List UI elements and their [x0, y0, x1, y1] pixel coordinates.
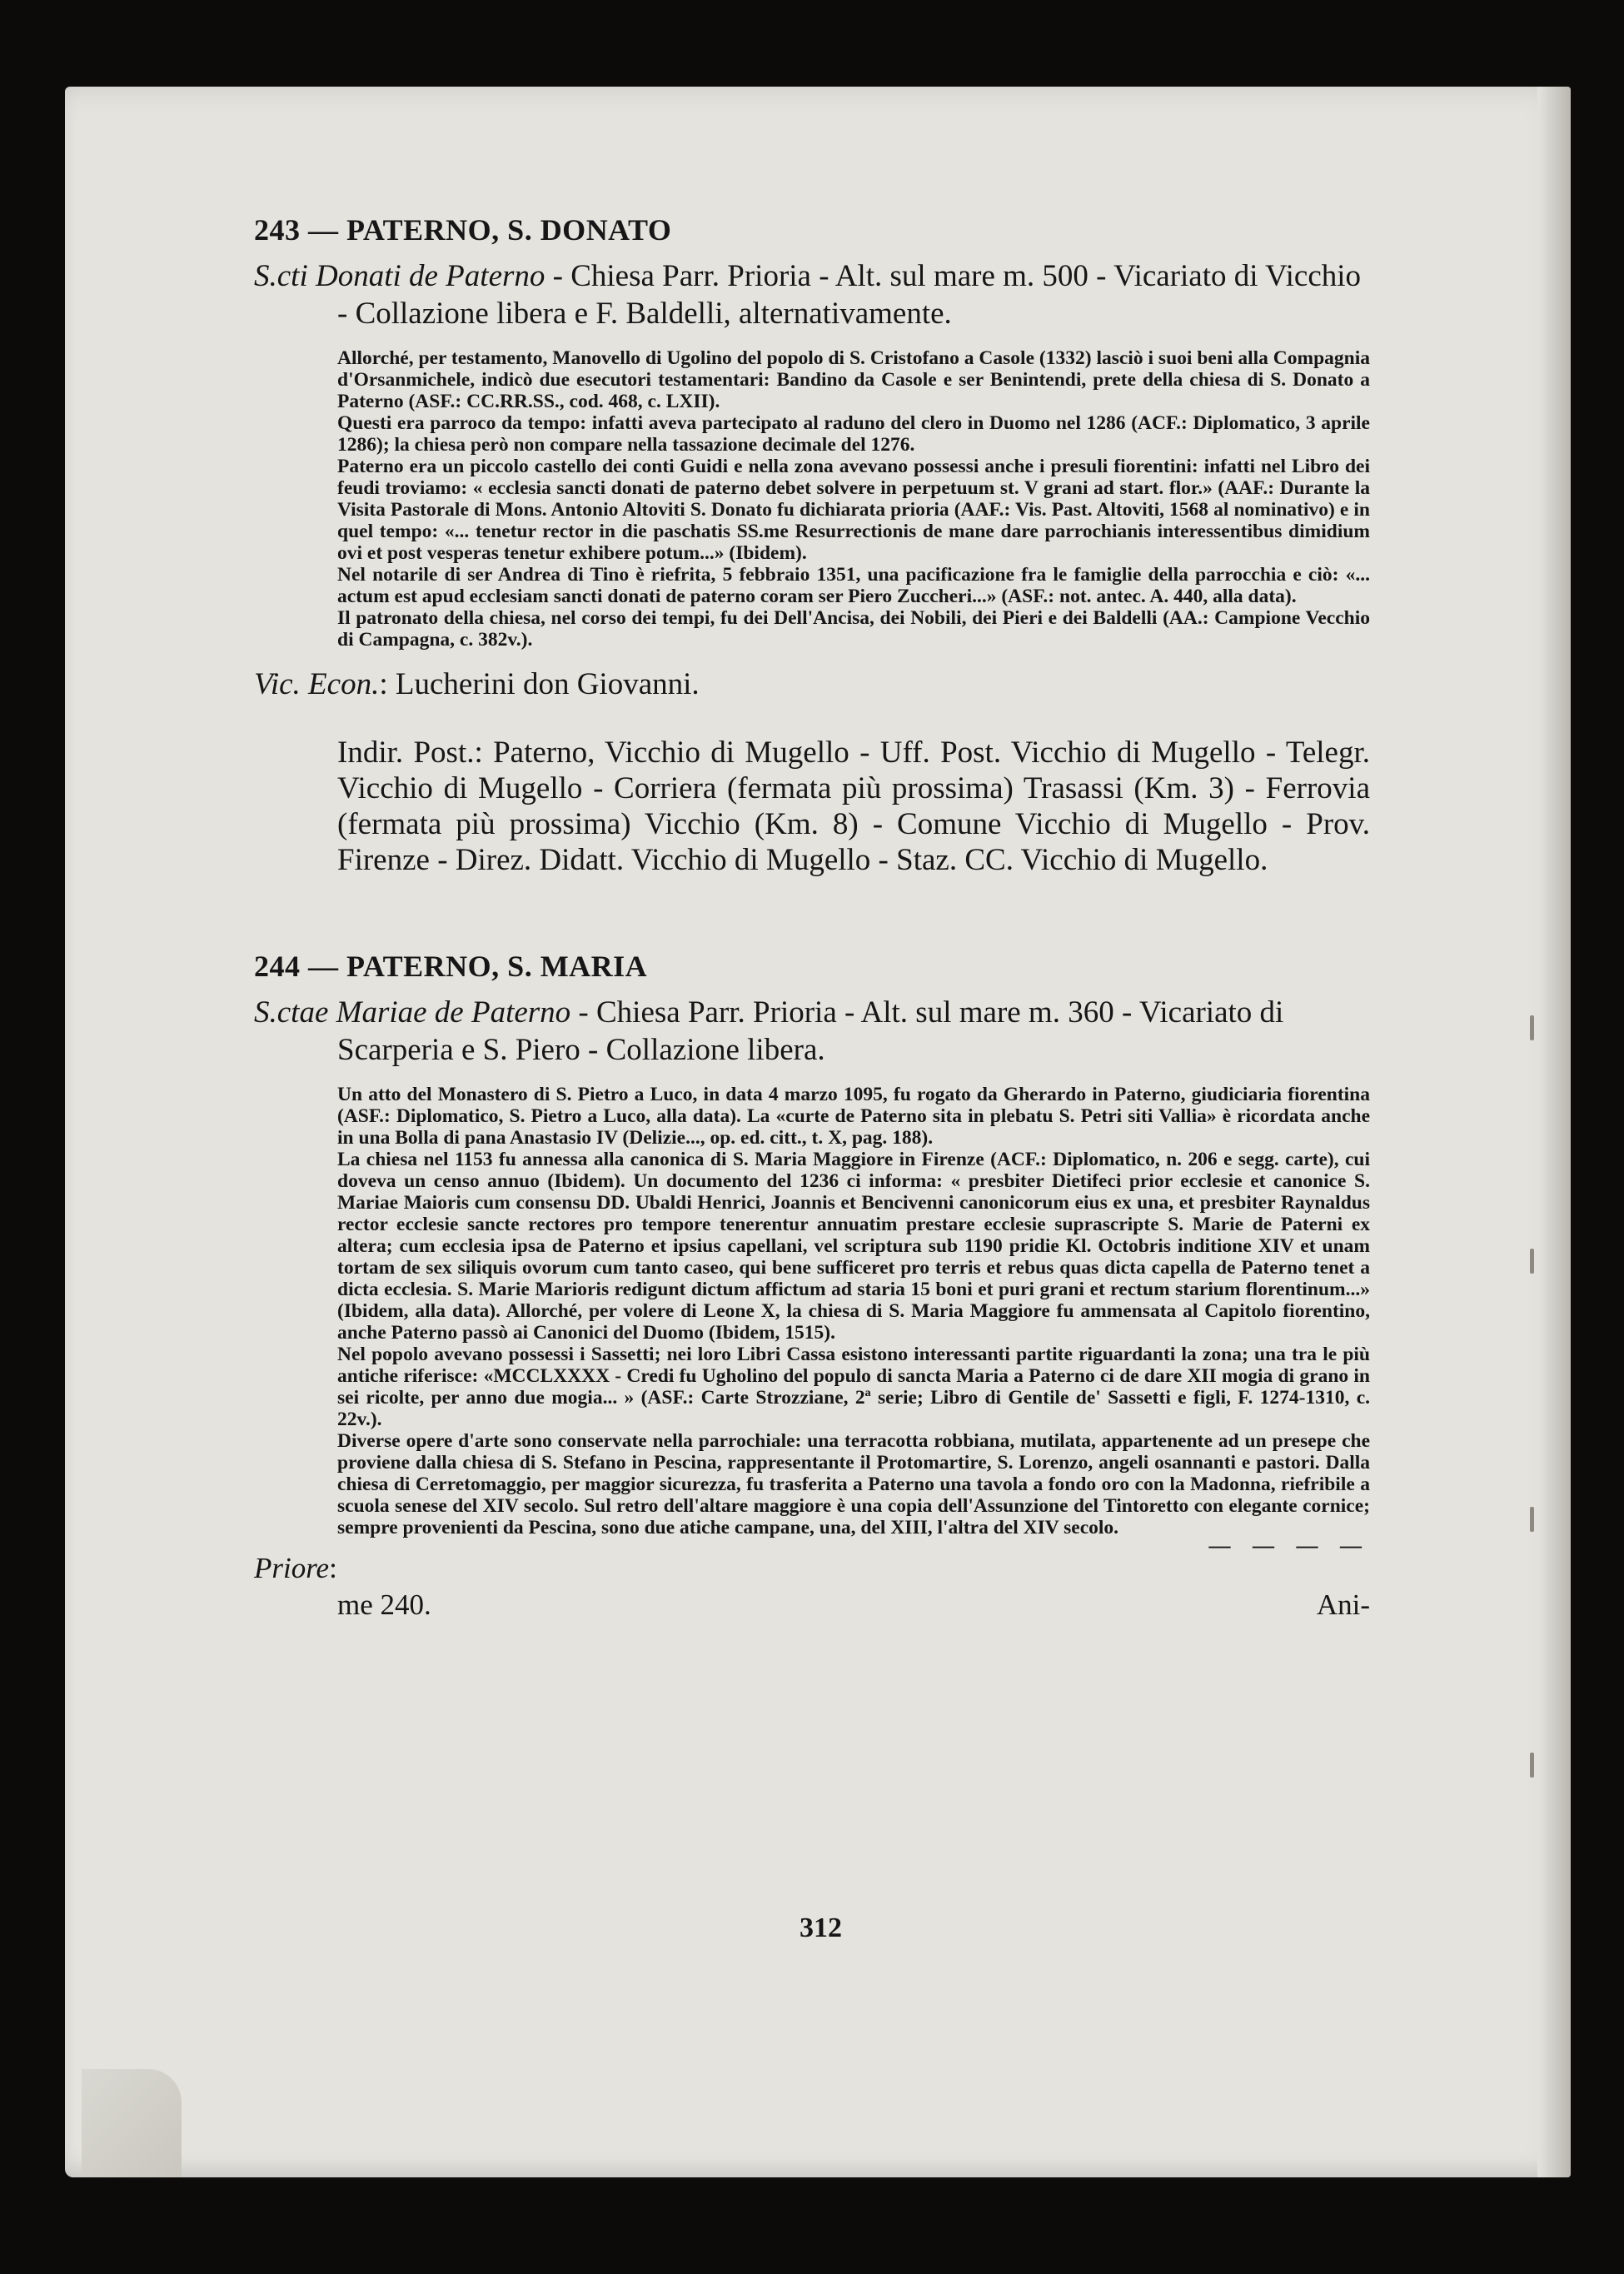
note-paragraph: Nel popolo avevano possessi i Sassetti; nei loro Libri Cassa esistono interessanti partite riguardanti la zona; una tra le più antiche riferisce: «MCCLXXXX - Credi fu Ugholino del populo di sancta Maria a Paterno ci de dare XII mogia di grano in sei ricolte, per anno due mogia... » (ASF.: Carte Strozziane, 2ª serie; Libro di Gentile de' Sassetti e figli, F. 1274-1310, c. 22v.).: [337, 1344, 1370, 1430]
binding-stitch: [1530, 1249, 1534, 1274]
binding-stitch: [1530, 1015, 1534, 1040]
continuation-right: Ani-: [1316, 1588, 1370, 1621]
historical-notes: [337, 347, 1370, 651]
note-paragraph: Un atto del Monastero di S. Pietro a Luco, in data 4 marzo 1095, fu rogato da Gherardo in Paterno, giudiciaria fiorentina (ASF.: Diplomatico, S. Pietro a Luco, alla data). La «curte de Paterno sita in plebatu S. Petri siti Vallia» è ricordata anche in una Bolla di pana Anastasio IV (Delizie..., op. ed. citt., t. X, pag. 188).: [337, 1084, 1370, 1149]
binding-stitch: [1530, 1507, 1534, 1532]
binding-stitch: [1530, 1753, 1534, 1778]
priore-line: Priore:: [254, 1552, 337, 1584]
postal-address: Indir. Post.: Paterno, Vicchio di Mugello - Uff. Post. Vicchio di Mugello - Telegr. Vicchio di Mugello - Corriera (fermata più prossima) Trasassi (Km. 3) - Ferrovia (fermata più prossima) Vicchio (Km. 8) - Comune Vicchio di Mugello - Prov. Firenze - Direz. Didatt. Vicchio di Mugello - Staz. CC. Vicchio di Mugello.: [337, 736, 1370, 877]
note-paragraph: Il patronato della chiesa, nel corso dei tempi, fu dei Dell'Ancisa, dei Nobili, dei Pieri e dei Baldelli (AA.: Campione Vecchio di Campagna, c. 382v.).: [337, 607, 1370, 651]
priore-label: Priore: [254, 1552, 330, 1584]
note-paragraph: Paterno era un piccolo castello dei conti Guidi e nella zona avevano possessi anche i presuli fiorentini: infatti nel Libro dei feudi troviamo: « ecclesia sancti donati de paterno debet solvere in perpetuum st. V grani ad start. flor.» (AAF.: Durante la Visita Pastorale di Mons. Antonio Altoviti S. Donato fu dichiarata prioria (AAF.: Vis. Past. Altoviti, 1568 al nominativo) e in quel tempo: «... tenetur rector in die paschatis SS.me Resurrectionis de mane dare parrochianis interessentibus dimidium ovi et post vesperas tenetur exhibere potum...» (Ibidem).: [337, 456, 1370, 564]
continuation-line: [254, 1587, 1370, 1623]
dash-marks: — — — —: [1208, 1533, 1370, 1558]
entry-title: 243 — PATERNO, S. DONATO: [254, 213, 672, 247]
note-paragraph: La chiesa nel 1153 fu annessa alla canonica di S. Maria Maggiore in Firenze (ACF.: Diplomatico, n. 206 e segg. carte), cui doveva un censo annuo (Ibidem). Un documento del 1236 ci informa: « presbiter Dietifeci prior ecclesie et canonice S. Mariae Maioris cum consensu DD. Ubaldi Henrici, Joannis et Bencivenni canonicorum eius ex una, et presbiter Raynaldus rector ecclesie sancte rectores pro tempore tenerentur annuatim prestare ecclesie suprascripte S. Marie de Paterni ex altera; cum ecclesia ipsa de Paterno et ipsius capellani, vel scriptura sub 1190 pridie Kl. Octobris inditione XIV et unam tortam de sex siliquis ovorum cum tanto caseo, qui bene sufficeret pro terris et rebus quas dicta capella de Paterno tenet a dicta ecclesia. S. Marie Marioris redigunt dictum affictum ad staria 15 boni et puri grani et rectum starium florentinum...» (Ibidem, alla data). Allorché, per volere di Leone X, la chiesa di S. Maria Maggiore fu ammensata al Capitolo fiorentino, anche Paterno passò ai Canonici del Duomo (Ibidem, 1515).: [337, 1149, 1370, 1344]
page-gutter-shadow: [1537, 87, 1571, 2177]
entry-header: [254, 994, 1370, 1069]
entry-latin-name: S.cti Donati de Paterno: [254, 259, 545, 293]
entry-header-text: - Chiesa Parr. Prioria - Alt. sul mare m. 360 - Vicariato di Scarperia e S. Piero - Collazione libera.: [337, 995, 1284, 1067]
entry-header-text: - Chiesa Parr. Prioria - Alt. sul mare m. 500 - Vicariato di Vicchio - Collazione libera e F. Baldelli, alternativamente.: [337, 259, 1362, 331]
page-content: [254, 212, 1370, 1623]
historical-notes: [337, 1084, 1370, 1538]
note-paragraph: Diverse opere d'arte sono conservate nella parrochiale: una terracotta robbiana, mutilata, appartenente ad un presepe che proviene dalla chiesa di S. Stefano in Pescina, rappresentante il Protomartire, S. Lorenzo, angeli osannanti e pastori. Dalla chiesa di Cerretomaggio, per maggior sicurezza, fu trasferita a Paterno una tavola a fondo oro con la Madonna, riefribile a scuola senese del XIV secolo. Sul retro dell'altare maggiore è una copia dell'Assunzione del Tintoretto con elegante cornice; sempre provenienti da Pescina, sono due atiche campane, una, del XIII, l'altra del XIV secolo.: [337, 1430, 1370, 1538]
continuation-left: me 240.: [337, 1588, 431, 1621]
folded-corner: [82, 2069, 182, 2177]
entry-title: 244 — PATERNO, S. MARIA: [254, 950, 648, 983]
entry-latin-name: S.ctae Mariae de Paterno: [254, 995, 571, 1030]
vicar-label: Vic. Econ.: [254, 667, 380, 701]
vicar-name: : Lucherini don Giovanni.: [379, 667, 700, 701]
note-paragraph: Allorché, per testamento, Manovello di Ugolino del popolo di S. Cristofano a Casole (1332) lasciò i suoi beni alla Compagnia d'Orsanmichele, indicò due esecutori testamentari: Bandino da Casole e ser Benintendi, prete della chiesa di S. Donato a Paterno (ASF.: CC.RR.SS., cod. 468, c. LXII).: [337, 347, 1370, 412]
entry-243: [254, 212, 1370, 878]
vicar-line: [254, 666, 1370, 704]
note-paragraph: Questi era parroco da tempo: infatti aveva partecipato al raduno del clero in Duomo nel 1286 (ACF.: Diplomatico, 3 aprile 1286); la chiesa però non compare nella tassazione decimale del 1276.: [337, 412, 1370, 456]
entry-244: [254, 949, 1370, 1623]
page-number: 312: [800, 1912, 842, 1943]
priore-block: [254, 1533, 1370, 1623]
note-paragraph: Nel notarile di ser Andrea di Tino è riefrita, 5 febbraio 1351, una pacificazione fra le famiglie della parrocchia e ciò: «... actum est apud ecclesiam sancti donati de paterno coram ser Piero Zuccheri...» (ASF.: not. antec. A. 440, alla data).: [337, 564, 1370, 607]
entry-header: [254, 257, 1370, 332]
